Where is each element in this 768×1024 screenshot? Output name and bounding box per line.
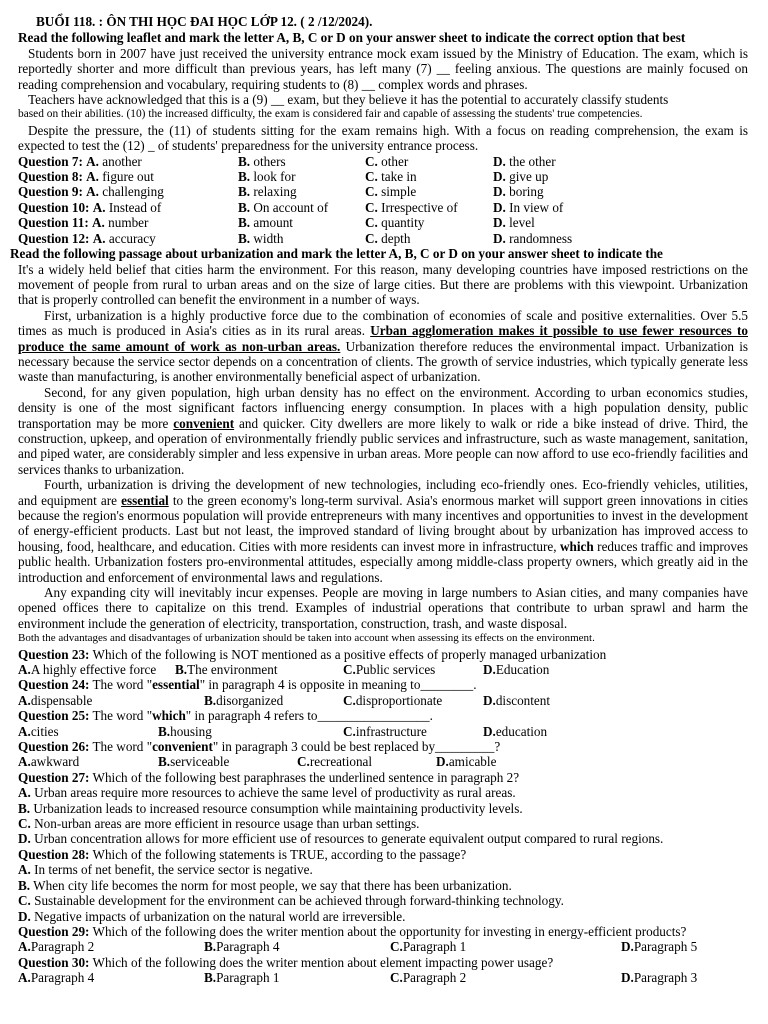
question-label: Question 12: bbox=[18, 230, 90, 246]
question-30-options bbox=[18, 970, 748, 985]
question-24-options bbox=[18, 693, 748, 708]
question-30 bbox=[18, 955, 748, 970]
option-a[interactable]: Question 8: A. figure out bbox=[18, 169, 154, 185]
option-b[interactable]: B. When city life becomes the norm for most people, we say that there has been urbanization. bbox=[18, 877, 512, 893]
option-a[interactable]: A. cities bbox=[18, 723, 59, 739]
option-d[interactable]: D. give up bbox=[493, 169, 549, 185]
option-d[interactable]: D. Paragraph 5 bbox=[621, 939, 698, 955]
option-b[interactable]: B. The environment bbox=[175, 662, 278, 678]
option-a[interactable]: Question 7: A. another bbox=[18, 153, 142, 169]
option-a[interactable]: A. A highly effective force bbox=[18, 662, 157, 678]
option-c[interactable]: C. Paragraph 1 bbox=[390, 939, 467, 955]
bold-word-which: which bbox=[559, 538, 594, 554]
option-a[interactable]: Question 10: A. Instead of bbox=[18, 199, 162, 215]
paragraph-text: Fourth, urbanization is driving the development of new technologies, including eco-friendly ones. Eco-friendly vehicles, utilities, and equipment are bbox=[18, 477, 748, 508]
paragraph-text: reduces traffic and improves public health. Urbanization fosters pro-environmental attitudes, especially among middle-class property owners, which greatly aid in the introduction and enforcement of environmental laws and regulations. bbox=[18, 538, 748, 585]
question-label: Question 10: bbox=[18, 199, 90, 215]
passage-paragraph-3 bbox=[18, 385, 748, 477]
option-b[interactable]: B. On account of bbox=[238, 199, 329, 215]
option-a[interactable]: A. Paragraph 2 bbox=[18, 939, 95, 955]
option-c[interactable]: C. other bbox=[365, 153, 409, 169]
option-c[interactable]: C. take in bbox=[365, 169, 417, 185]
option-b[interactable]: B. look for bbox=[238, 169, 296, 185]
option-c[interactable]: C. quantity bbox=[365, 215, 425, 231]
leaflet-questions bbox=[18, 154, 748, 246]
option-a[interactable]: A. dispensable bbox=[18, 692, 93, 708]
option-c[interactable]: C. Non-urban areas are more efficient in resource usage than urban settings. bbox=[18, 816, 420, 832]
paragraph-text: Second, for any given population, high urban density has no effect on the environment. According to urban economics studies, density is one of the most significant factors influencing energy consumption. In places with a high population density, public transportation may be more bbox=[18, 384, 748, 431]
question-29 bbox=[18, 924, 748, 939]
underlined-word-essential: essential bbox=[121, 492, 169, 508]
question-24: Question 24: The word "essential" in paragraph 4 is opposite in meaning to________. bbox=[18, 677, 477, 693]
option-c[interactable]: C. depth bbox=[365, 230, 411, 246]
passage-paragraph-6: Both the advantages and disadvantages of urbanization should be taken into account when assessing its effects on the environment. bbox=[18, 632, 595, 645]
option-a[interactable]: A. Paragraph 4 bbox=[18, 970, 95, 986]
option-d[interactable]: D. In view of bbox=[493, 199, 564, 215]
underlined-sentence: Urban agglomeration makes it possible to use fewer resources to produce the same amount of work as non-urban areas. bbox=[18, 323, 748, 354]
question-23-options bbox=[18, 662, 748, 677]
question-26-options bbox=[18, 754, 748, 769]
leaflet-paragraph-2: Teachers have acknowledged that this is a (9) __ exam, but they believe it has the potential to accurately classify students bbox=[28, 92, 669, 108]
question-label: Question 27: bbox=[18, 769, 90, 785]
question-label: Question 30: bbox=[18, 954, 90, 970]
leaflet-paragraph-1: Students born in 2007 have just received the university entrance mock exam issued by the Ministry of Education. The exam, which is reportedly shorter and more difficult than previous years, has left many (7) __ feeling anxious. The questions are mainly focused on reading comprehension and vocabulary, requiring students to (8) __ complex words and phrases. bbox=[18, 45, 748, 92]
underlined-word-convenient: convenient bbox=[173, 415, 235, 431]
option-b[interactable]: B. Urbanization leads to increased resource consumption while maintaining productivity levels. bbox=[18, 800, 523, 816]
option-c[interactable]: C. simple bbox=[365, 184, 417, 200]
passage-paragraph-5: Any expanding city will inevitably incur expenses. People are moving in large numbers to Asian cities, and many companies have opened offices there to capitalize on this trend. Examples of industrial operations that contribute to urban sprawl and harm the environment include the generation of electricity, transportation, construction, trash, and waste disposal. bbox=[18, 585, 748, 631]
option-d[interactable]: D. Paragraph 3 bbox=[621, 970, 698, 986]
option-d[interactable]: D. Urban concentration allows for more efficient use of resources to generate equivalent output compared to rural regions. bbox=[18, 831, 664, 847]
section1-instruction: Read the following leaflet and mark the letter A, B, C or D on your answer sheet to indicate the correct option that best bbox=[18, 30, 686, 46]
option-d[interactable]: D. boring bbox=[493, 184, 544, 200]
option-d[interactable]: D. the other bbox=[493, 153, 556, 169]
option-b[interactable]: B. amount bbox=[238, 215, 293, 231]
option-d[interactable]: D. randomness bbox=[493, 230, 573, 246]
option-c[interactable]: C. Irrespective of bbox=[365, 199, 458, 215]
question-label: Question 11: bbox=[18, 215, 89, 231]
option-b[interactable]: B. width bbox=[238, 230, 284, 246]
question-label: Question 29: bbox=[18, 923, 90, 939]
option-b[interactable]: B. disorganized bbox=[204, 692, 284, 708]
question-label: Question 8: bbox=[18, 169, 83, 185]
paragraph-text: First, urbanization is a highly productive force due to the combination of economies of scale and positive externalities. Over 5.5 times as much is produced in Asia's cities as in its rural areas. bbox=[18, 307, 748, 339]
leaflet-paragraph-3: Despite the pressure, the (11) of students sitting for the exam remains high. With a focus on reading comprehension, the exam is expected to test the (12) _ of students' preparedness for the university entrance process. bbox=[18, 122, 748, 154]
question-25: Question 25: The word "which" in paragraph 4 refers to_________________. bbox=[18, 708, 433, 724]
option-d[interactable]: D. education bbox=[483, 723, 548, 739]
option-d[interactable]: D. level bbox=[493, 215, 535, 231]
option-b[interactable]: B. Paragraph 1 bbox=[204, 970, 280, 986]
option-a[interactable]: A. In terms of net benefit, the service sector is negative. bbox=[18, 862, 313, 878]
question-label: Question 28: bbox=[18, 846, 90, 862]
paragraph-text: Urbanization therefore reduces the environmental impact. Urbanization is necessary because the service sector depends on a concentration of clients. The growth of service industries, which typically generate less waste than manufacturing, is another environmentally beneficial aspect of urbanization. bbox=[18, 338, 748, 385]
passage-paragraph-4 bbox=[18, 477, 748, 585]
question-label: Question 26: bbox=[18, 739, 90, 755]
option-c[interactable]: C. infrastructure bbox=[343, 723, 427, 739]
paragraph-text: to the green economy's long-term survival. Asia's enormous market will support green innovations in cities because the region's enormous population will provide entrepreneurs with many incentives and opportunities to invest in the development of energy-efficient products. Last but not least, the improved standard of living brought about by urbanization has improved access to housing, food, healthcare, and education. Cities with more residents can invest more in infrastructure, bbox=[18, 492, 748, 554]
option-c[interactable]: C. disproportionate bbox=[343, 692, 443, 708]
question-23 bbox=[18, 647, 748, 662]
option-d[interactable]: D. discontent bbox=[483, 692, 551, 708]
option-c[interactable]: C. Paragraph 2 bbox=[390, 970, 467, 986]
option-b[interactable]: B. others bbox=[238, 153, 286, 169]
question-text: Which of the following statements is TRUE, according to the passage? bbox=[89, 846, 467, 862]
question-text: Which of the following is NOT mentioned as a positive effects of properly managed urbanization bbox=[89, 646, 607, 662]
question-label: Question 23: bbox=[18, 646, 90, 662]
paragraph-text: and quicker. City dwellers are more likely to walk or ride a bike instead of drive. Third, the construction, upkeep, and operation of environmentally friendly public services and infrastructure, such as waste management, sanitation, and piped water, are considerably simpler and less expensive in urban areas. More people can now afford to use eco-friendly facilities and services thanks to urbanization. bbox=[18, 415, 748, 477]
option-b[interactable]: B. serviceable bbox=[158, 754, 230, 770]
option-a[interactable]: Question 11: A. number bbox=[18, 215, 149, 231]
question-28 bbox=[18, 847, 748, 862]
option-a[interactable]: Question 9: A. challenging bbox=[18, 184, 164, 200]
question-label: Question 25: bbox=[18, 708, 90, 724]
option-a[interactable]: Question 12: A. accuracy bbox=[18, 230, 156, 246]
leaflet-paragraph-2b: based on their abilities. (10) the increased difficulty, the exam is considered fair and capable of assessing the students' true competencies. bbox=[18, 108, 643, 121]
question-27 bbox=[18, 770, 748, 785]
question-25-options bbox=[18, 724, 748, 739]
passage-paragraph-1: It's a widely held belief that cities harm the environment. For this reason, many developing countries have imposed restrictions on the movement of people from rural to urban areas and on the size of large cities. But there are problems with this viewpoint. Urbanization that is properly controlled can benefit the environment in a number of ways. bbox=[18, 261, 748, 308]
option-a[interactable]: A. Urban areas require more resources to achieve the same level of productivity as rural areas. bbox=[18, 785, 516, 801]
option-c[interactable]: C. recreational bbox=[297, 754, 373, 770]
question-label: Question 24: bbox=[18, 677, 90, 693]
option-a[interactable]: A. awkward bbox=[18, 754, 80, 770]
option-c[interactable]: C. Public services bbox=[343, 662, 436, 678]
option-d[interactable]: D. Negative impacts of urbanization on the natural world are irreversible. bbox=[18, 908, 406, 924]
question-text: Which of the following does the writer mention about the opportunity for investing in energy-efficient products? bbox=[89, 923, 687, 939]
question-26: Question 26: The word "convenient" in paragraph 3 could be best replaced by_________? bbox=[18, 739, 501, 755]
option-c[interactable]: C. Sustainable development for the environment can be achieved through forward-thinking technology. bbox=[18, 893, 564, 909]
option-b[interactable]: B. relaxing bbox=[238, 184, 297, 200]
passage-paragraph-2 bbox=[18, 308, 748, 385]
option-b[interactable]: B. housing bbox=[158, 723, 212, 739]
option-d[interactable]: D. amicable bbox=[436, 754, 497, 770]
option-b[interactable]: B. Paragraph 4 bbox=[204, 939, 280, 955]
section2-instruction: Read the following passage about urbanization and mark the letter A, B, C or D on your answer sheet to indicate the bbox=[10, 246, 663, 262]
question-text: Which of the following does the writer mention about element impacting power usage? bbox=[89, 954, 554, 970]
question-text: Which of the following best paraphrases the underlined sentence in paragraph 2? bbox=[89, 769, 520, 785]
question-29-options bbox=[18, 939, 748, 954]
question-label: Question 7: bbox=[18, 153, 83, 169]
option-d[interactable]: D. Education bbox=[483, 662, 550, 678]
page-title: BUỔI 118. : ÔN THI HỌC ĐAI HỌC LỚP 12. ( 2 /12/2024). bbox=[36, 14, 373, 29]
question-label: Question 9: bbox=[18, 184, 83, 200]
